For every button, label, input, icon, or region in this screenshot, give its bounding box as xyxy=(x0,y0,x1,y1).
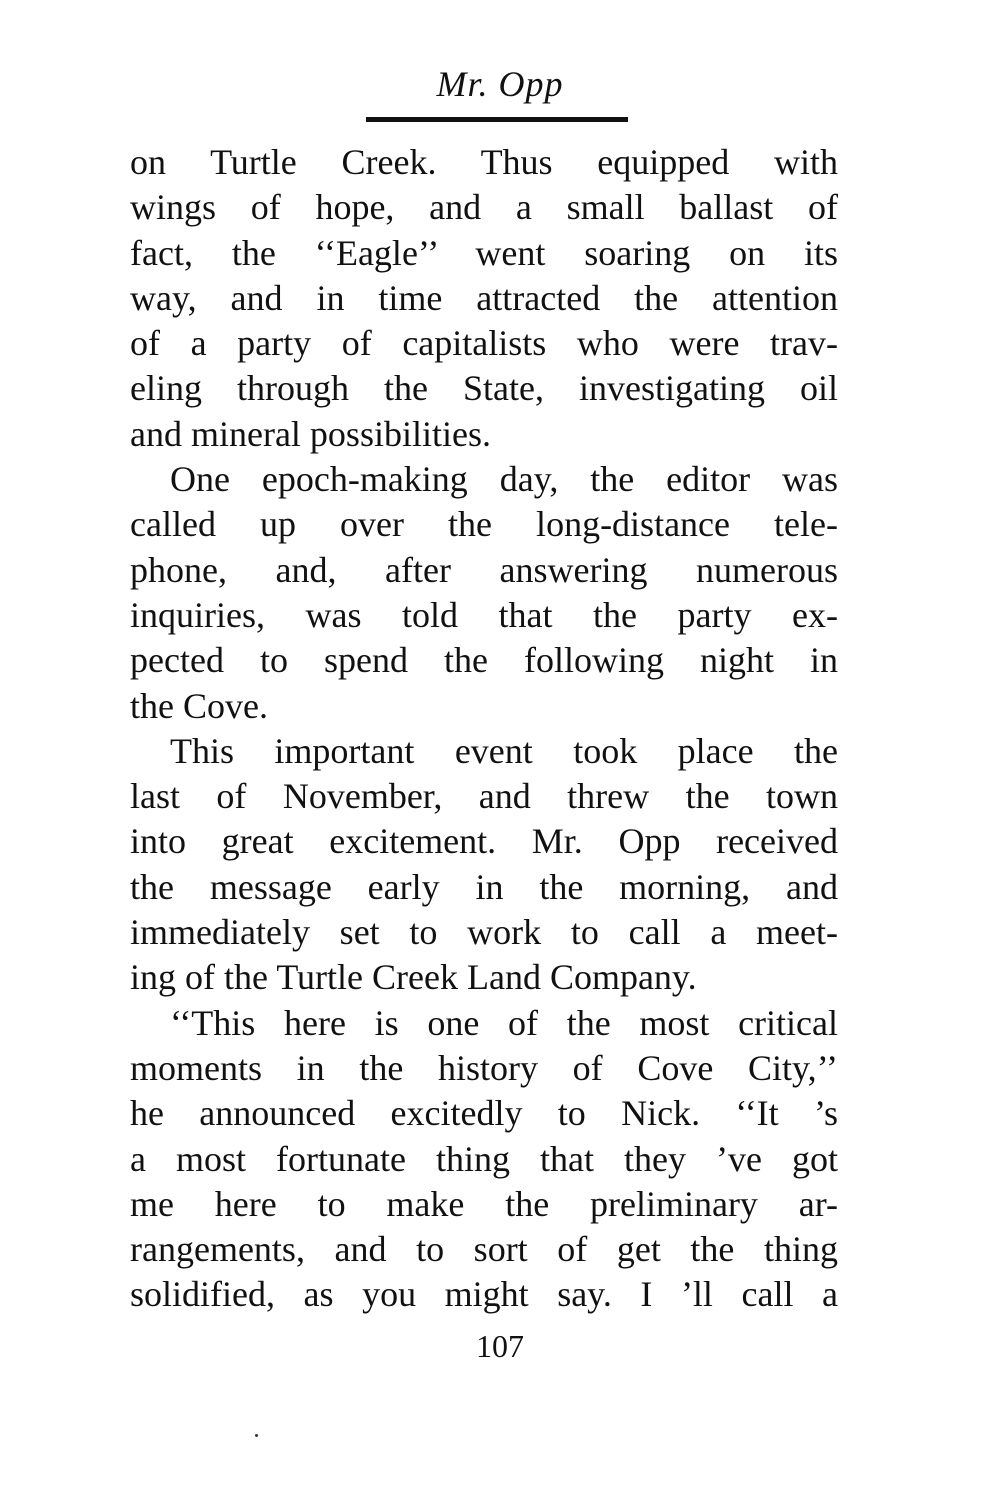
text-line: eling through the State, investigating oil xyxy=(130,368,838,409)
text-line: of a party of capitalists who were trav- xyxy=(130,323,838,364)
text-line: wings of hope, and a small ballast of xyxy=(130,187,838,228)
text-line: on Turtle Creek. Thus equipped with xyxy=(130,142,838,182)
text-line: inquiries, was told that the party ex- xyxy=(130,594,838,635)
running-head: Mr. Opp xyxy=(436,64,564,104)
text-line: and mineral possibilities. xyxy=(130,413,491,454)
text-line: the Cove. xyxy=(130,685,268,726)
text-line: into great excitement. Mr. Opp received xyxy=(130,821,838,862)
text-line: called up over the long-distance tele- xyxy=(130,504,838,545)
text-line: moments in the history of Cove City,’’ xyxy=(130,1047,838,1088)
body-text xyxy=(130,140,838,1318)
text-line: way, and in time attracted the attention xyxy=(130,277,838,318)
text-line: ing of the Turtle Creek Land Company. xyxy=(130,957,697,998)
text-line: pected to spend the following night in xyxy=(130,640,838,681)
print-speck xyxy=(255,1434,258,1437)
text-line: fact, the ‘‘Eagle’’ went soaring on its xyxy=(130,232,838,273)
text-line: me here to make the preliminary ar- xyxy=(130,1183,838,1224)
text-line: immediately set to work to call a meet- xyxy=(130,912,838,953)
text-line: This important event took place the xyxy=(170,730,838,771)
page-number: 107 xyxy=(476,1328,524,1364)
text-line: the message early in the morning, and xyxy=(130,866,838,907)
text-line: One epoch-making day, the editor was xyxy=(170,459,838,500)
text-line: he announced excitedly to Nick. ‘‘It ’s xyxy=(130,1093,838,1134)
text-line: a most fortunate thing that they ’ve got xyxy=(130,1138,838,1179)
text-line: rangements, and to sort of get the thing xyxy=(130,1229,838,1270)
text-line: phone, and, after answering numerous xyxy=(130,549,838,590)
text-line: solidified, as you might say. I ’ll call a xyxy=(130,1274,838,1315)
header-rule xyxy=(366,117,628,122)
text-line: ‘‘This here is one of the most critical xyxy=(170,1002,838,1043)
text-line: last of November, and threw the town xyxy=(130,776,838,817)
